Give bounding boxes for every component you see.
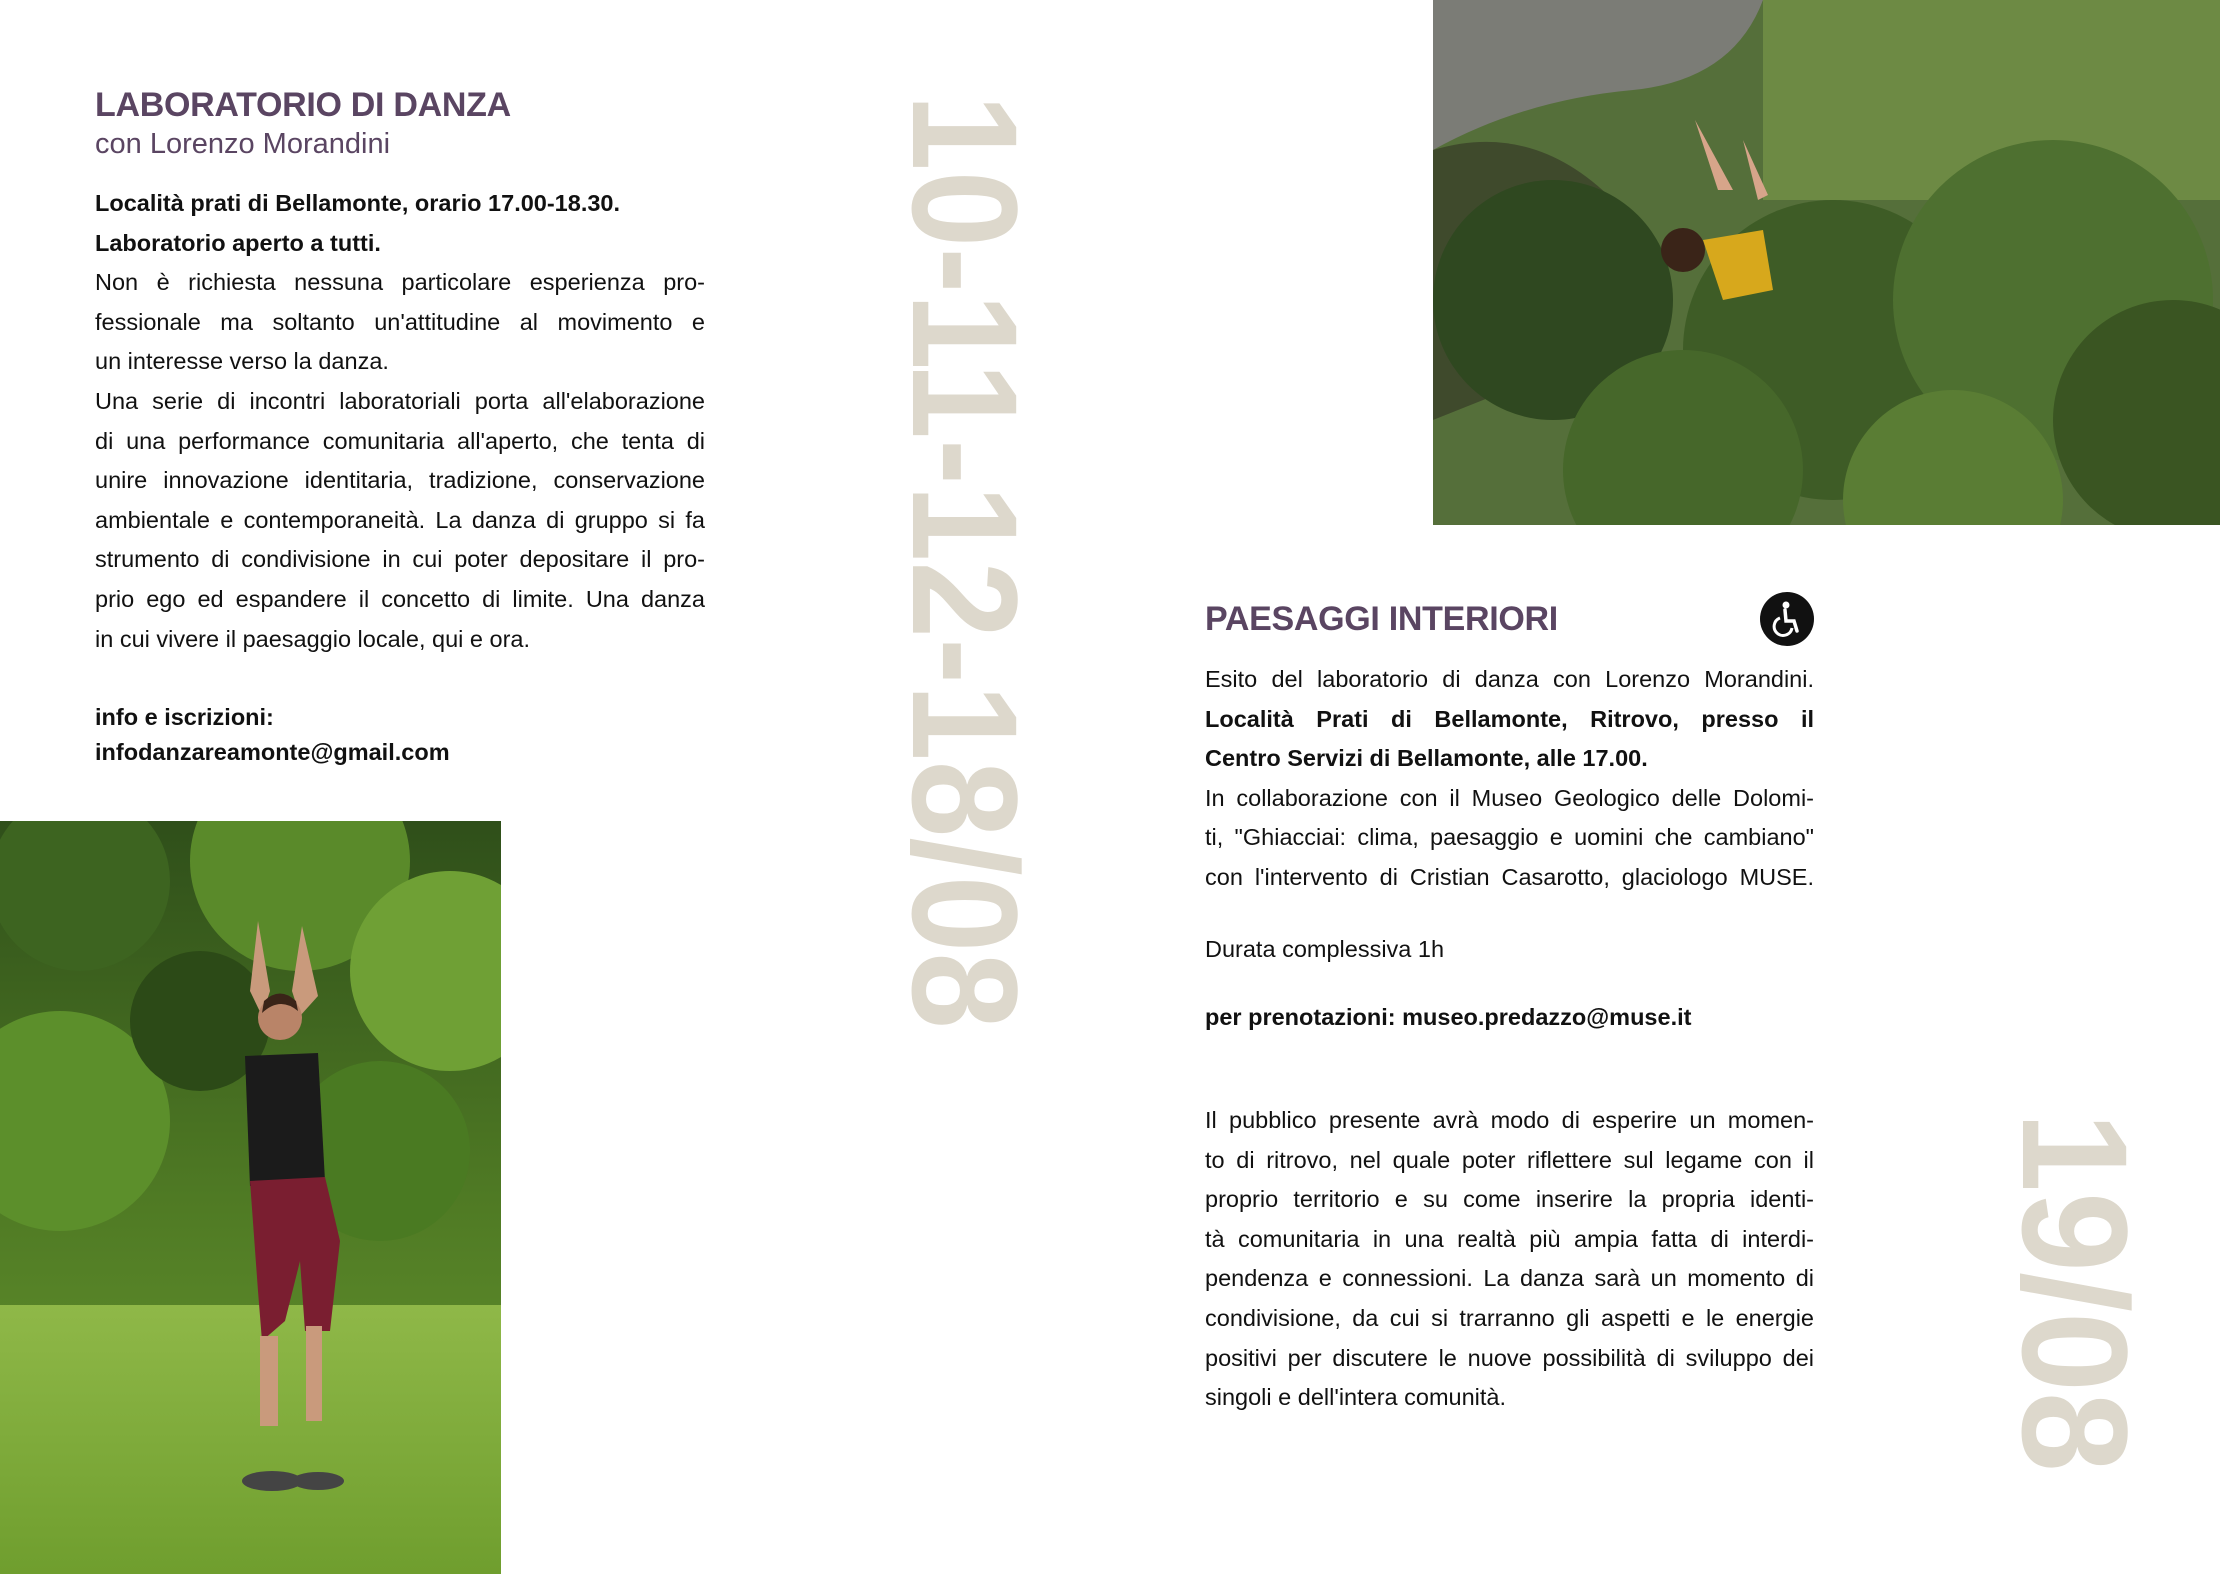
text-line: tà comunitaria in una realtà più ampia fatta di interdi- xyxy=(1205,1225,1814,1252)
intro-line: Esito del laboratorio di danza con Lorenzo Morandini. xyxy=(1205,666,1814,692)
event-subtitle: con Lorenzo Morandini xyxy=(95,128,391,160)
text-line: di una performance comunitaria all'aperto, che tenta di xyxy=(95,427,705,454)
info-block xyxy=(95,700,450,770)
text-line: in cui vivere il paesaggio locale, qui e ora. xyxy=(95,625,531,652)
open-to-all-line: Laboratorio aperto a tutti. xyxy=(95,229,381,256)
text-line: fessionale ma soltanto un'attitudine al movimento e xyxy=(95,308,705,335)
date-vertical-first xyxy=(881,90,1049,1112)
dancer-photo-bushes xyxy=(1433,0,2220,525)
text-line: positivi per discutere le nuove possibilità di sviluppo dei xyxy=(1205,1344,1814,1371)
event-title-paesaggi: PAESAGGI INTERIORI xyxy=(1205,600,1558,638)
location-line: Località Prati di Bellamonte, Ritrovo, presso il xyxy=(1205,705,1814,732)
text-line: In collaborazione con il Museo Geologico delle Dolomi- xyxy=(1205,784,1814,811)
text-line: ambientale e contemporaneità. La danza di gruppo si fa xyxy=(95,506,705,533)
date-text-second: 19/08 xyxy=(1991,1112,2159,1488)
location-line: Località prati di Bellamonte, orario 17.00-18.30. xyxy=(95,190,621,216)
location-line: Centro Servizi di Bellamonte, alle 17.00. xyxy=(1205,745,1648,772)
text-line: Non è richiesta nessuna particolare esperienza pro- xyxy=(95,269,705,296)
text-line: prio ego ed espandere il concetto di limite. Una danza xyxy=(95,585,705,612)
text-line: proprio territorio e su come inserire la propria identi- xyxy=(1205,1186,1814,1213)
duration-text: Durata complessiva 1h xyxy=(1205,936,1445,962)
text-line: unire innovazione identitaria, tradizione, conservazione xyxy=(95,467,705,494)
dancer-photo-meadow xyxy=(0,821,501,1574)
booking-text: per prenotazioni: museo.predazzo@muse.it xyxy=(1205,1004,1692,1030)
wheelchair-accessible-icon xyxy=(1759,591,1815,647)
text-line: condivisione, da cui si trarranno gli aspetti e le energie xyxy=(1205,1304,1814,1331)
date-text-first: 10-11-12-18/08 xyxy=(881,94,1049,1112)
event-title-laboratorio: LABORATORIO DI DANZA xyxy=(95,86,511,124)
text-line: ti, "Ghiacciai: clima, paesaggio e uomini che cambiano" xyxy=(1205,824,1814,851)
paesaggi-paragraph xyxy=(1205,1101,1814,1418)
paesaggi-description xyxy=(1205,660,1814,898)
info-email-link[interactable]: infodanzareamonte@gmail.com xyxy=(95,739,450,765)
date-vertical-second xyxy=(1991,1108,2159,1488)
text-line: singoli e dell'intera comunità. xyxy=(1205,1384,1507,1411)
text-line: un interesse verso la danza. xyxy=(95,348,389,375)
text-line: strumento di condivisione in cui poter depositare il pro- xyxy=(95,546,705,573)
text-line: con l'intervento di Cristian Casarotto, glaciologo MUSE. xyxy=(1205,863,1814,890)
text-line: Una serie di incontri laboratoriali porta all'elaborazione xyxy=(95,387,705,414)
text-line: pendenza e connessioni. La danza sarà un momento di xyxy=(1205,1265,1814,1292)
laboratorio-description xyxy=(95,184,705,659)
text-line: to di ritrovo, nel quale poter riflettere sul legame con il xyxy=(1205,1146,1814,1173)
text-line: Il pubblico presente avrà modo di esperire un momen- xyxy=(1205,1107,1814,1133)
info-label: info e iscrizioni: xyxy=(95,704,274,730)
